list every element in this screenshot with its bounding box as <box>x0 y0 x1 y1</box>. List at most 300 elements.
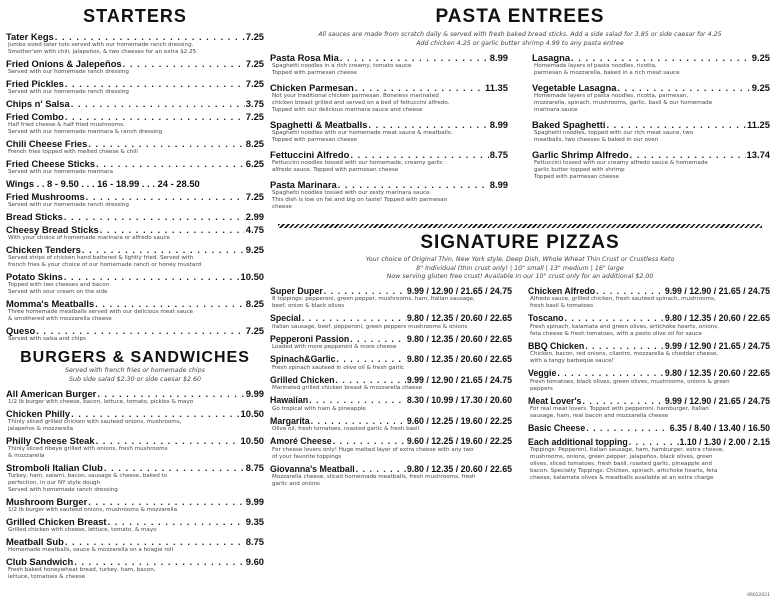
menu-item-description: Spaghetti noodles in a rich creamy, tomato sauce Topped with parmesan cheese <box>272 63 412 76</box>
menu-item <box>6 408 264 433</box>
menu-item-name: Special <box>270 313 301 323</box>
pizzas-subtitle-2: 8" Individual (thin crust only) | 10" small | 13" medium | 16" large <box>416 264 624 272</box>
menu-item-name: Bread Sticks <box>6 211 63 222</box>
dot-leader <box>355 82 484 93</box>
menu-item-price: 10.50 <box>240 408 264 419</box>
menu-item <box>6 298 264 323</box>
menu-item-description: Turkey, ham, salami, bacon, sausage & cheese, baked to perfection, in our NY style dough Served with homemade ranch dressing <box>8 473 168 493</box>
menu-item-description: Toppings: Pepperoni, Italian sausage, ham, hamburger, extra cheese, mushrooms, onions, green pepper, jalapeños, black olives, green olives, sliced tomatoes, fresh basil, roasted garlic, pineapple and bacon. Specialty Toppings: Chicken, spinach, artichoke hearts, feta cheese, kalamata olives & meatballs available at an extra charge <box>530 447 725 481</box>
menu-item-row <box>6 271 264 282</box>
menu-item-price: 13.74 <box>746 149 770 160</box>
menu-item-row <box>532 149 770 160</box>
menu-item-description: Spaghetti noodles, topped with our rich meat sauce, two meatballs, two cheeses & baked in our oven <box>534 130 694 143</box>
menu-item <box>528 368 770 393</box>
menu-item <box>6 224 264 242</box>
menu-item-name: Fried Mushrooms <box>6 191 85 202</box>
menu-item-description: Served with salsa and chips <box>8 336 86 342</box>
menu-item-row <box>270 52 508 63</box>
dot-leader <box>606 119 746 130</box>
dot-leader <box>309 395 406 406</box>
menu-item-description: Marinated grilled chicken breast & mozzarella cheese <box>272 385 422 391</box>
menu-item <box>6 31 264 56</box>
menu-item-name: Queso <box>6 325 36 336</box>
menu-item-name: Fettuccini Alfredo <box>270 149 350 160</box>
menu-item-price: 9.80 / 12.35 / 20.60 / 22.65 <box>664 368 770 378</box>
dot-leader <box>596 286 664 297</box>
menu-item-price: 8.25 <box>245 298 264 309</box>
menu-item-row <box>6 224 264 235</box>
menu-item-name: Spaghetti & Meatballs <box>270 119 368 130</box>
menu-item-row <box>528 368 770 379</box>
menu-item-row <box>270 149 508 160</box>
menu-item-name: Super Duper <box>270 285 323 296</box>
dot-leader <box>65 111 245 122</box>
menu-item-name: Chicken Tenders <box>6 244 81 255</box>
menu-item-price: 9.99 <box>245 496 264 507</box>
dot-leader <box>336 375 406 386</box>
menu-item-name: Garlic Shrimp Alfredo <box>532 149 629 160</box>
menu-item-description: For real meat lovers. Topped with pepperoni, hamburger, Italian sausage, ham, real bacon and mozzarella cheese <box>530 406 709 419</box>
menu-item-price: 8.99 <box>489 119 508 130</box>
dot-leader <box>311 416 406 427</box>
menu-item <box>528 313 770 338</box>
menu-item-row <box>6 244 264 255</box>
menu-item-description: Served strips of chicken hand battered & lightly fried. Served with french fries & your choice of our homemade ranch or honey mustard <box>8 255 202 268</box>
menu-item-row <box>6 191 264 202</box>
footer-code: 06012021 <box>747 593 770 598</box>
dot-leader <box>95 298 245 309</box>
menu-item-price: 9.25 <box>245 244 264 255</box>
dot-leader <box>571 52 751 63</box>
menu-item <box>270 334 512 352</box>
pasta-columns <box>270 52 770 216</box>
menu-item-row <box>6 462 264 473</box>
menu-item-name: Philly Cheese Steak <box>6 435 95 446</box>
menu-item-price: 7.25 <box>245 58 264 69</box>
menu-item <box>270 286 512 311</box>
menu-item <box>270 395 512 413</box>
menu-item-name: Baked Spaghetti <box>532 119 606 130</box>
menu-item <box>528 286 770 311</box>
menu-item-description: Fettuccini tossed with our creamy alfredo sauce & homemade garlic butter topped with shrimp Topped with parmesan cheese <box>534 160 708 180</box>
menu-item <box>6 244 264 269</box>
dot-leader <box>629 437 679 448</box>
menu-item-price: 7.25 <box>245 325 264 336</box>
menu-item-row <box>6 31 264 42</box>
menu-item-name: Grilled Chicken Breast <box>6 516 107 527</box>
menu-item-row <box>6 158 264 169</box>
menu-item-price: 7.25 <box>245 78 264 89</box>
dot-leader <box>64 211 245 222</box>
menu-item-row <box>6 58 264 69</box>
dot-leader <box>65 78 245 89</box>
menu-item-description: Go tropical with ham & pineapple <box>272 405 366 412</box>
menu-item <box>528 341 770 366</box>
menu-item <box>270 416 512 434</box>
dot-leader <box>585 341 664 352</box>
dot-leader <box>337 354 406 365</box>
menu-item-description: Chicken, bacon, red onions, cilantro, mozzarella & cheddar cheese, with a tangy barbeque sauce! <box>530 351 719 364</box>
menu-item-description: Spaghetti noodles tossed with our zesty marinara sauce. This dish is low on fat and big on taste! Topped with parmesan cheese <box>272 190 448 210</box>
menu-item <box>528 396 770 421</box>
menu-item-name: Toscano <box>528 313 564 323</box>
menu-item-name: Fried Cheese Sticks <box>6 158 96 169</box>
menu-item-price: 6.25 <box>245 158 264 169</box>
menu-item-name: BBQ Chicken <box>528 340 585 351</box>
pizza-right-list <box>528 286 770 492</box>
menu-item-description: Thinly sliced grilled chicken with sauteed onions, mushrooms, jalapeños & mozzarella <box>8 419 182 432</box>
dot-leader <box>338 179 489 190</box>
menu-item <box>270 119 508 144</box>
menu-item-name: Fried Pickles <box>6 78 64 89</box>
menu-item-name: Potato Skins <box>6 271 63 282</box>
menu-item-description: Loaded with more pepperoni & more cheese <box>272 344 397 350</box>
menu-item-row <box>6 496 264 507</box>
menu-item-price: 9.99 / 12.90 / 21.65 / 24.75 <box>406 374 512 385</box>
menu-item-description: Mozzarella cheese, sliced homemade meatballs, fresh mushrooms, fresh garlic and onions <box>272 474 476 487</box>
menu-item-row <box>6 325 264 336</box>
menu-item-price: 8.75 <box>245 536 264 547</box>
menu-item-row <box>6 536 264 547</box>
menu-item-description: Fresh spinach, kalamata and green olives, artichoke hearts, onions, feta cheese & fresh tomatoes, with a pesto olive oil for sauce <box>530 323 719 337</box>
menu-item-description: Italian sausage, beef, pepperoni, green peppers mushrooms & onions <box>272 323 468 330</box>
dot-leader <box>108 516 245 527</box>
menu-item-name: Amoré Cheese <box>270 436 332 446</box>
menu-item-price: 6.35 / 8.40 / 13.40 / 16.50 <box>669 423 770 433</box>
menu-item-price: 7.25 <box>245 31 264 42</box>
menu-item-description: Half fried cheese & half fried mushrooms. Served with our homemade marinara & ranch dressing <box>8 122 163 135</box>
pasta-right-list <box>532 52 770 216</box>
menu-item-description: Fresh baked honeywheat bread, turkey, ham, bacon, lettuce, tomatoes & cheese <box>8 567 156 580</box>
menu-item-row <box>270 436 512 447</box>
dot-leader <box>123 58 245 69</box>
menu-item-price: 8.99 <box>489 179 508 190</box>
menu-item-price: 9.35 <box>245 516 264 527</box>
menu-item-price: 10.50 <box>240 435 264 446</box>
menu-item <box>6 211 264 222</box>
menu-item-name: Pepperoni Passion <box>270 333 350 344</box>
menu-item-name: Stromboli Italian Club <box>6 462 103 473</box>
menu-item <box>532 52 770 77</box>
menu-item-price: 9.25 <box>751 82 770 93</box>
menu-item <box>6 496 264 514</box>
menu-item <box>6 462 264 494</box>
menu-item-name: Fried Onions & Jalepeños <box>6 58 122 69</box>
menu-item-description: Thinly sliced ribeye grilled with onions, fresh mushrooms & mozzarella <box>8 446 168 459</box>
menu-item-description: Served with our homemade ranch dressing <box>8 202 129 208</box>
menu-item-name: Wings . . 8 - 9.50 . . . 16 - 18.99 . . . 24 - 28.50 <box>6 178 200 189</box>
section-divider <box>278 224 762 228</box>
dot-leader <box>36 325 245 336</box>
menu-item-name: Chips n' Salsa <box>6 98 70 109</box>
menu-item <box>6 58 264 76</box>
menu-item-name: Tater Kegs <box>6 31 54 42</box>
dot-leader <box>71 98 245 109</box>
menu-item-description: Served with our homemade marinara <box>8 169 114 175</box>
dot-leader <box>88 496 244 507</box>
menu-item <box>532 82 770 114</box>
menu-item <box>6 556 264 581</box>
menu-item-price: 9.25 <box>751 52 770 63</box>
dot-leader <box>71 408 239 419</box>
menu-item-name: Club Sandwich <box>6 556 74 567</box>
menu-item-row <box>270 179 508 190</box>
pizzas-subtitle-3: Now serving gluten free crust! Available in our 10" crust only for an additional $2.00 <box>386 273 654 280</box>
menu-item-row <box>270 334 512 345</box>
menu-item <box>532 119 770 144</box>
burgers-subtitle-2: Sub side salad $2.30 or side caesar $2.60 <box>69 375 201 383</box>
menu-item-price: 1.10 / 1.30 / 2.00 / 2.15 <box>679 436 770 447</box>
menu-item-description: Topped with two cheeses and bacon Served with sour cream on the side <box>8 282 110 295</box>
menu-item-name: Chicken Philly <box>6 408 71 419</box>
menu-item-description: Olive oil, fresh tomatoes, roasted garlic & fresh basil <box>272 426 420 432</box>
menu-item-price: 8.25 <box>245 138 264 149</box>
menu-item-description: Jumbo sized tater tots served with our homemade ranch dressing. Smother'em with chili, jalapeños, & two cheeses for an extra $2.25 <box>8 42 197 55</box>
left-column <box>6 0 264 583</box>
menu-item-price: 9.99 / 12.90 / 21.65 / 24.75 <box>664 340 770 351</box>
starters-list <box>6 31 264 343</box>
menu-item-description: Alfredo sauce, grilled chicken, fresh sautéed spinach, mushrooms, fresh basil & tomatoes <box>530 296 716 309</box>
menu-item-description: Not your traditional chicken parmesan. Boneless marinated chicken breast grilled and served on a bed of fettuccini alfredo. Topped with our delicious marinara sauce and cheese <box>272 93 450 113</box>
dot-leader <box>64 271 240 282</box>
menu-item-name: Momma's Meatballs <box>6 298 95 309</box>
dot-leader <box>82 244 245 255</box>
pasta-left-list <box>270 52 508 216</box>
menu-item-price: 10.50 <box>240 271 264 282</box>
menu-item-name: Grilled Chicken <box>270 374 335 385</box>
burgers-list <box>6 388 264 581</box>
menu-item <box>6 435 264 460</box>
menu-item <box>270 375 512 393</box>
pizzas-subtitle-1: Your choice of Original Thin, New York style, Deep Dish, Whole Wheat Thin Crust or Crustless Keto <box>365 256 675 263</box>
dot-leader <box>565 313 664 324</box>
pasta-subtitle-2: Add chicken 4.25 or garlic butter shrimp 4.99 to any pasta entree <box>416 39 624 47</box>
dot-leader <box>86 191 245 202</box>
menu-item-row <box>270 375 512 386</box>
menu-item <box>6 138 264 156</box>
menu-item-name: Vegetable Lasagna <box>532 82 617 93</box>
menu-item <box>6 271 264 296</box>
menu-item-row <box>270 313 512 324</box>
menu-item-row <box>270 395 512 406</box>
dot-leader <box>97 388 244 399</box>
menu-item-name: Chili Cheese Fries <box>6 138 88 149</box>
menu-item-price: 9.60 / 12.25 / 19.60 / 22.25 <box>406 415 512 426</box>
menu-item-name: Giovanna's Meatball <box>270 463 355 474</box>
menu-item-price: 9.99 / 12.90 / 21.65 / 24.75 <box>664 395 770 406</box>
menu-item-description: Fresh tomatoes, black olives, green olives, mushrooms, onions & green peppers <box>530 378 730 392</box>
burgers-subtitle-1: Served with french fries or homemade chips <box>65 367 205 374</box>
right-column <box>270 0 770 491</box>
menu-item-row <box>6 556 264 567</box>
menu-item <box>270 354 512 372</box>
menu-item-row <box>528 313 770 324</box>
menu-item-description: Served with our homemade ranch dressing <box>8 89 129 95</box>
dot-leader <box>582 396 663 407</box>
menu-item-price: 11.25 <box>747 119 770 130</box>
menu-item-row <box>528 341 770 352</box>
menu-item <box>6 111 264 136</box>
menu-item-price: 9.80 / 12.35 / 20.60 / 22.65 <box>406 354 512 364</box>
menu-item-price: 9.80 / 12.35 / 20.60 / 22.65 <box>406 333 512 344</box>
menu-item-description: French fries topped with melted cheese & chili <box>8 149 138 155</box>
menu-item-name: All American Burger <box>6 388 97 399</box>
menu-item <box>270 82 508 114</box>
menu-item-row <box>6 78 264 89</box>
dot-leader <box>368 119 488 130</box>
menu-item-price: 9.80 / 12.35 / 20.60 / 22.65 <box>406 463 512 474</box>
menu-item-price: 9.99 / 12.90 / 21.65 / 24.75 <box>664 285 770 296</box>
starters-title: STARTERS <box>83 6 187 26</box>
menu-item-name: Mushroom Burger <box>6 496 88 507</box>
menu-item-name: Hawaiian <box>270 395 309 405</box>
dot-leader <box>356 464 406 475</box>
menu-item-price: 8.75 <box>489 149 508 160</box>
menu-item <box>6 516 264 534</box>
menu-item <box>528 423 770 434</box>
menu-item-row <box>532 119 770 130</box>
menu-item <box>6 178 264 189</box>
menu-item-name: Lasagna <box>532 52 571 63</box>
menu-item <box>6 388 264 406</box>
menu-item <box>528 437 770 483</box>
menu-item-description: Three homemade meatballs served with our delicious meat sauce & smothered with mozzarella cheese <box>8 309 194 322</box>
pasta-title: PASTA ENTREES <box>435 6 605 27</box>
menu-item-description: Spaghetti noodles with our homemade meat sauce & meatballs. Topped with parmesan cheese <box>272 130 453 143</box>
menu-item-row <box>528 437 770 448</box>
menu-item-row <box>6 111 264 122</box>
menu-item-price: 8.75 <box>245 462 264 473</box>
dot-leader <box>104 462 245 473</box>
menu-item <box>270 179 508 211</box>
menu-item-row <box>532 52 770 63</box>
menu-item-description: 1/2 lb burger with cheese, bacon, lettuce, tomato, pickles & mayo <box>8 399 194 405</box>
menu-item-price: 9.60 <box>245 556 264 567</box>
menu-item-name: Spinach&Garlic <box>270 354 336 364</box>
menu-item-name: Meat Lover's <box>528 395 582 406</box>
menu-item-price: 2.99 <box>245 211 264 222</box>
menu-item-price: 4.75 <box>245 224 264 235</box>
menu-item-price: 9.80 / 12.35 / 20.60 / 22.65 <box>406 313 512 323</box>
menu-item <box>270 149 508 174</box>
pizza-left-list <box>270 286 512 492</box>
menu-item <box>270 313 512 331</box>
menu-item-row <box>6 408 264 419</box>
menu-item-name: Pasta Rosa Mia <box>270 52 339 63</box>
menu-item-price: 9.99 / 12.90 / 21.65 / 24.75 <box>406 285 512 296</box>
menu-item <box>270 464 512 489</box>
menu-item-row <box>528 286 770 297</box>
menu-item-row <box>6 211 264 222</box>
menu-item-row <box>270 464 512 475</box>
dot-leader <box>557 368 663 379</box>
pasta-subtitle-1: All sauces are made from scratch daily & served with fresh baked bread sticks. Add a side salad for 3.85 or side caesar for 4.25 <box>318 31 722 38</box>
menu-item-row <box>6 388 264 399</box>
menu-item-row <box>270 119 508 130</box>
menu-item <box>6 191 264 209</box>
menu-item-description: Homemade layers of pasta noodles, ricotta, parmesan & mozzarella, baked in a rich meat sauce <box>534 63 680 76</box>
menu-item-name: Basic Cheese <box>528 423 586 433</box>
dot-leader <box>340 52 489 63</box>
menu-item-row <box>6 516 264 527</box>
menu-item-description: Grilled chicken with cheese, lettuce, tomato, & mayo <box>8 527 157 533</box>
menu-item-name: Chicken Parmesan <box>270 82 354 93</box>
dot-leader <box>74 556 245 567</box>
menu-item-price: 7.25 <box>245 191 264 202</box>
menu-item-price: 11.35 <box>485 82 508 93</box>
menu-item <box>6 158 264 176</box>
pizza-columns <box>270 286 770 492</box>
menu-item-description: Homemade layers of pasta noodles, ricotta, parmesan, mozzarella, spinach, mushrooms, garlic, basil & our homemade marinara sauce <box>534 93 713 113</box>
menu-item <box>270 52 508 77</box>
menu-item-row <box>6 298 264 309</box>
menu-item-name: Cheesy Bread Sticks <box>6 224 99 235</box>
dot-leader <box>617 82 750 93</box>
dot-leader <box>88 138 244 149</box>
dot-leader <box>96 158 245 169</box>
pizzas-title: SIGNATURE PIZZAS <box>420 232 620 253</box>
menu-item-row <box>528 423 770 434</box>
menu-item-row <box>6 178 264 189</box>
dot-leader <box>586 423 669 434</box>
dot-leader <box>350 149 488 160</box>
menu-item-row <box>6 98 264 109</box>
menu-item-name: Pasta Marinara <box>270 179 337 190</box>
menu-item-description: Fresh spinach sauteed in olive oil & fresh garlic <box>272 364 405 371</box>
dot-leader <box>324 286 406 297</box>
dot-leader <box>96 435 240 446</box>
menu-item-description: 1/2 lb burger with sauteed onions, mushrooms & mozzarella <box>8 507 178 513</box>
menu-item-price: 7.25 <box>245 111 264 122</box>
burgers-title: BURGERS & SANDWICHES <box>20 349 250 366</box>
dot-leader <box>302 313 406 324</box>
menu-item-description: 8 toppings: pepperoni, green pepper, mushrooms, ham, Italian sausage, beef, onion & black olives <box>272 296 475 309</box>
menu-item-description: Served with our homemade ranch dressing <box>8 69 129 75</box>
dot-leader <box>333 436 406 447</box>
menu-item-name: Each additional topping <box>528 436 628 447</box>
menu-item-row <box>528 396 770 407</box>
dot-leader <box>630 149 746 160</box>
menu-item-description: For cheese lovers only! Huge melted layer of extra cheese with any two of your favorite toppings <box>272 446 474 460</box>
dot-leader <box>350 334 406 345</box>
menu-item-price: 8.30 / 10.99 / 17.30 / 20.60 <box>406 395 512 405</box>
menu-item-price: 9.99 <box>245 388 264 399</box>
menu-item <box>6 325 264 343</box>
menu-item-description: With your choice of homemade marinara or alfredo sauce <box>8 235 170 241</box>
menu-item <box>6 78 264 96</box>
menu-item-row <box>6 435 264 446</box>
menu-item <box>532 149 770 181</box>
menu-item <box>270 436 512 461</box>
menu-item-name: Fried Combo <box>6 111 64 122</box>
dot-leader <box>65 536 245 547</box>
menu-item-price: 9.60 / 12.25 / 19.60 / 22.25 <box>406 436 512 446</box>
menu-item-row <box>270 82 508 93</box>
dot-leader <box>55 31 245 42</box>
menu-item <box>6 98 264 109</box>
menu-item-description: Homemade meatballs, sauce & mozzarella on a hoagie roll <box>8 547 174 553</box>
menu-item-row <box>270 416 512 427</box>
menu-item-name: Margarita <box>270 415 310 426</box>
dot-leader <box>100 224 245 235</box>
menu-item-description: Fettuccini noodles tossed with our homemade, creamy garlic alfredo sauce. Topped with parmesan cheese <box>272 160 443 173</box>
menu-item-price: 3.75 <box>245 98 264 109</box>
menu-item-name: Meatball Sub <box>6 536 64 547</box>
menu-item <box>6 536 264 554</box>
menu-item-row <box>270 286 512 297</box>
menu-item-price: 9.80 / 12.35 / 20.60 / 22.65 <box>664 313 770 323</box>
menu-item-row <box>6 138 264 149</box>
